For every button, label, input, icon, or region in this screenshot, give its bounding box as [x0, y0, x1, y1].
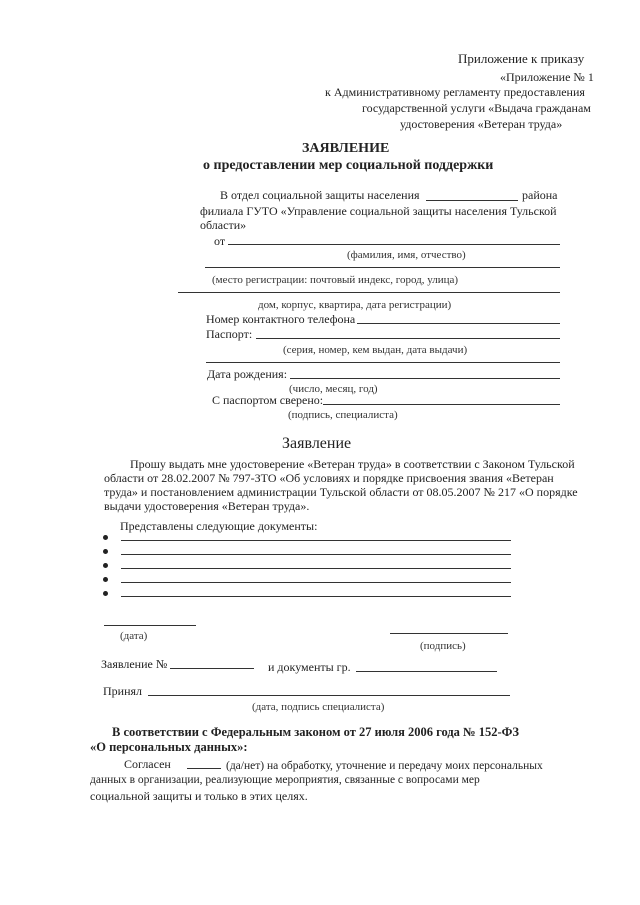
verified-hint: (подпись, специалиста): [288, 409, 398, 421]
accepted-field[interactable]: [148, 695, 510, 696]
header-line-2: «Приложение № 1: [500, 70, 594, 84]
and-docs-label: и документы гр.: [268, 660, 351, 674]
docs-label: Представлены следующие документы:: [120, 519, 318, 533]
dept-line-1a: В отдел социальной защиты населения: [220, 188, 420, 202]
passport-hint: (серия, номер, кем выдан, дата выдачи): [283, 344, 468, 356]
header-line-1: Приложение к приказу: [458, 51, 585, 66]
birth-field[interactable]: [290, 378, 560, 379]
accepted-hint: (дата, подпись специалиста): [252, 701, 385, 713]
dept-line-3: области»: [200, 218, 247, 232]
phone-label: Номер контактного телефона: [206, 312, 356, 326]
address-field-2[interactable]: [178, 292, 560, 293]
doc-field-2[interactable]: [121, 554, 511, 555]
from-label: от: [214, 234, 226, 248]
header-line-5: удостоверения «Ветеран труда»: [400, 117, 563, 131]
district-field[interactable]: [426, 200, 518, 201]
consent-heading-1: В соответствии с Федеральным законом от 27 июля 2006 года № 152-ФЗ: [112, 725, 519, 739]
header-line-4: государственной услуги «Выдача гражданам: [362, 101, 591, 115]
doc-field-3[interactable]: [121, 568, 511, 569]
list-bullet: [103, 535, 108, 540]
verified-label: С паспортом сверено:: [212, 393, 324, 407]
dept-line-1b: района: [522, 188, 558, 202]
address-hint: (место регистрации: почтовый индекс, город, улица): [212, 274, 459, 286]
birth-hint: (число, месяц, год): [289, 383, 378, 395]
doc-field-4[interactable]: [121, 582, 511, 583]
signature-field[interactable]: [390, 633, 508, 634]
application-no-field[interactable]: [170, 668, 254, 669]
address-hint-2: дом, корпус, квартира, дата регистрации): [258, 299, 452, 311]
statement-p3: труда» и постановлением администрации Тульской области от 08.05.2007 № 217 «О порядке: [104, 485, 578, 499]
statement-p2: области от 28.02.2007 № 797-ЗТО «Об условиях и порядке присвоения звания «Ветеран: [104, 471, 554, 485]
list-bullet: [103, 591, 108, 596]
doc-field-5[interactable]: [121, 596, 511, 597]
statement-heading: Заявление: [282, 435, 352, 452]
passport-field-2[interactable]: [206, 362, 560, 363]
date-field[interactable]: [104, 625, 196, 626]
phone-field[interactable]: [357, 323, 560, 324]
fio-field[interactable]: [228, 244, 560, 245]
sign-hint: (подпись): [420, 640, 466, 652]
consent-line-1b: (да/нет) на обработку, уточнение и передачу моих персональных: [226, 760, 543, 772]
statement-p4: выдачи удостоверения «Ветеран труда».: [104, 499, 310, 513]
header-line-3: к Административному регламенту предоставления: [325, 85, 585, 99]
consent-line-3: социальной защиты и только в этих целях.: [90, 789, 308, 803]
address-field-1[interactable]: [205, 267, 560, 268]
fio-hint: (фамилия, имя, отчество): [347, 249, 466, 261]
birth-label: Дата рождения:: [207, 367, 288, 381]
list-bullet: [103, 577, 108, 582]
list-bullet: [103, 563, 108, 568]
dept-line-2: филиала ГУТО «Управление социальной защиты населения Тульской: [200, 204, 557, 218]
title-sub: о предоставлении мер социальной поддержки: [203, 158, 494, 173]
doc-field-1[interactable]: [121, 540, 511, 541]
list-bullet: [103, 549, 108, 554]
date-hint: (дата): [120, 630, 148, 642]
passport-field[interactable]: [256, 338, 560, 339]
applicant-name-field[interactable]: [356, 671, 497, 672]
consent-line-1a: Согласен: [124, 757, 171, 771]
title-main: ЗАЯВЛЕНИЕ: [302, 141, 390, 156]
verified-field[interactable]: [323, 404, 560, 405]
consent-answer-field[interactable]: [187, 768, 221, 769]
consent-heading-2: «О персональных данных»:: [90, 740, 248, 754]
passport-label: Паспорт:: [206, 327, 253, 341]
statement-p1: Прошу выдать мне удостоверение «Ветеран труда» в соответствии с Законом Тульской: [130, 457, 575, 471]
accepted-label: Принял: [103, 684, 143, 698]
consent-line-2: данных в организации, реализующие мероприятия, связанные с вопросами мер: [90, 774, 480, 786]
application-no-label: Заявление №: [101, 657, 168, 671]
